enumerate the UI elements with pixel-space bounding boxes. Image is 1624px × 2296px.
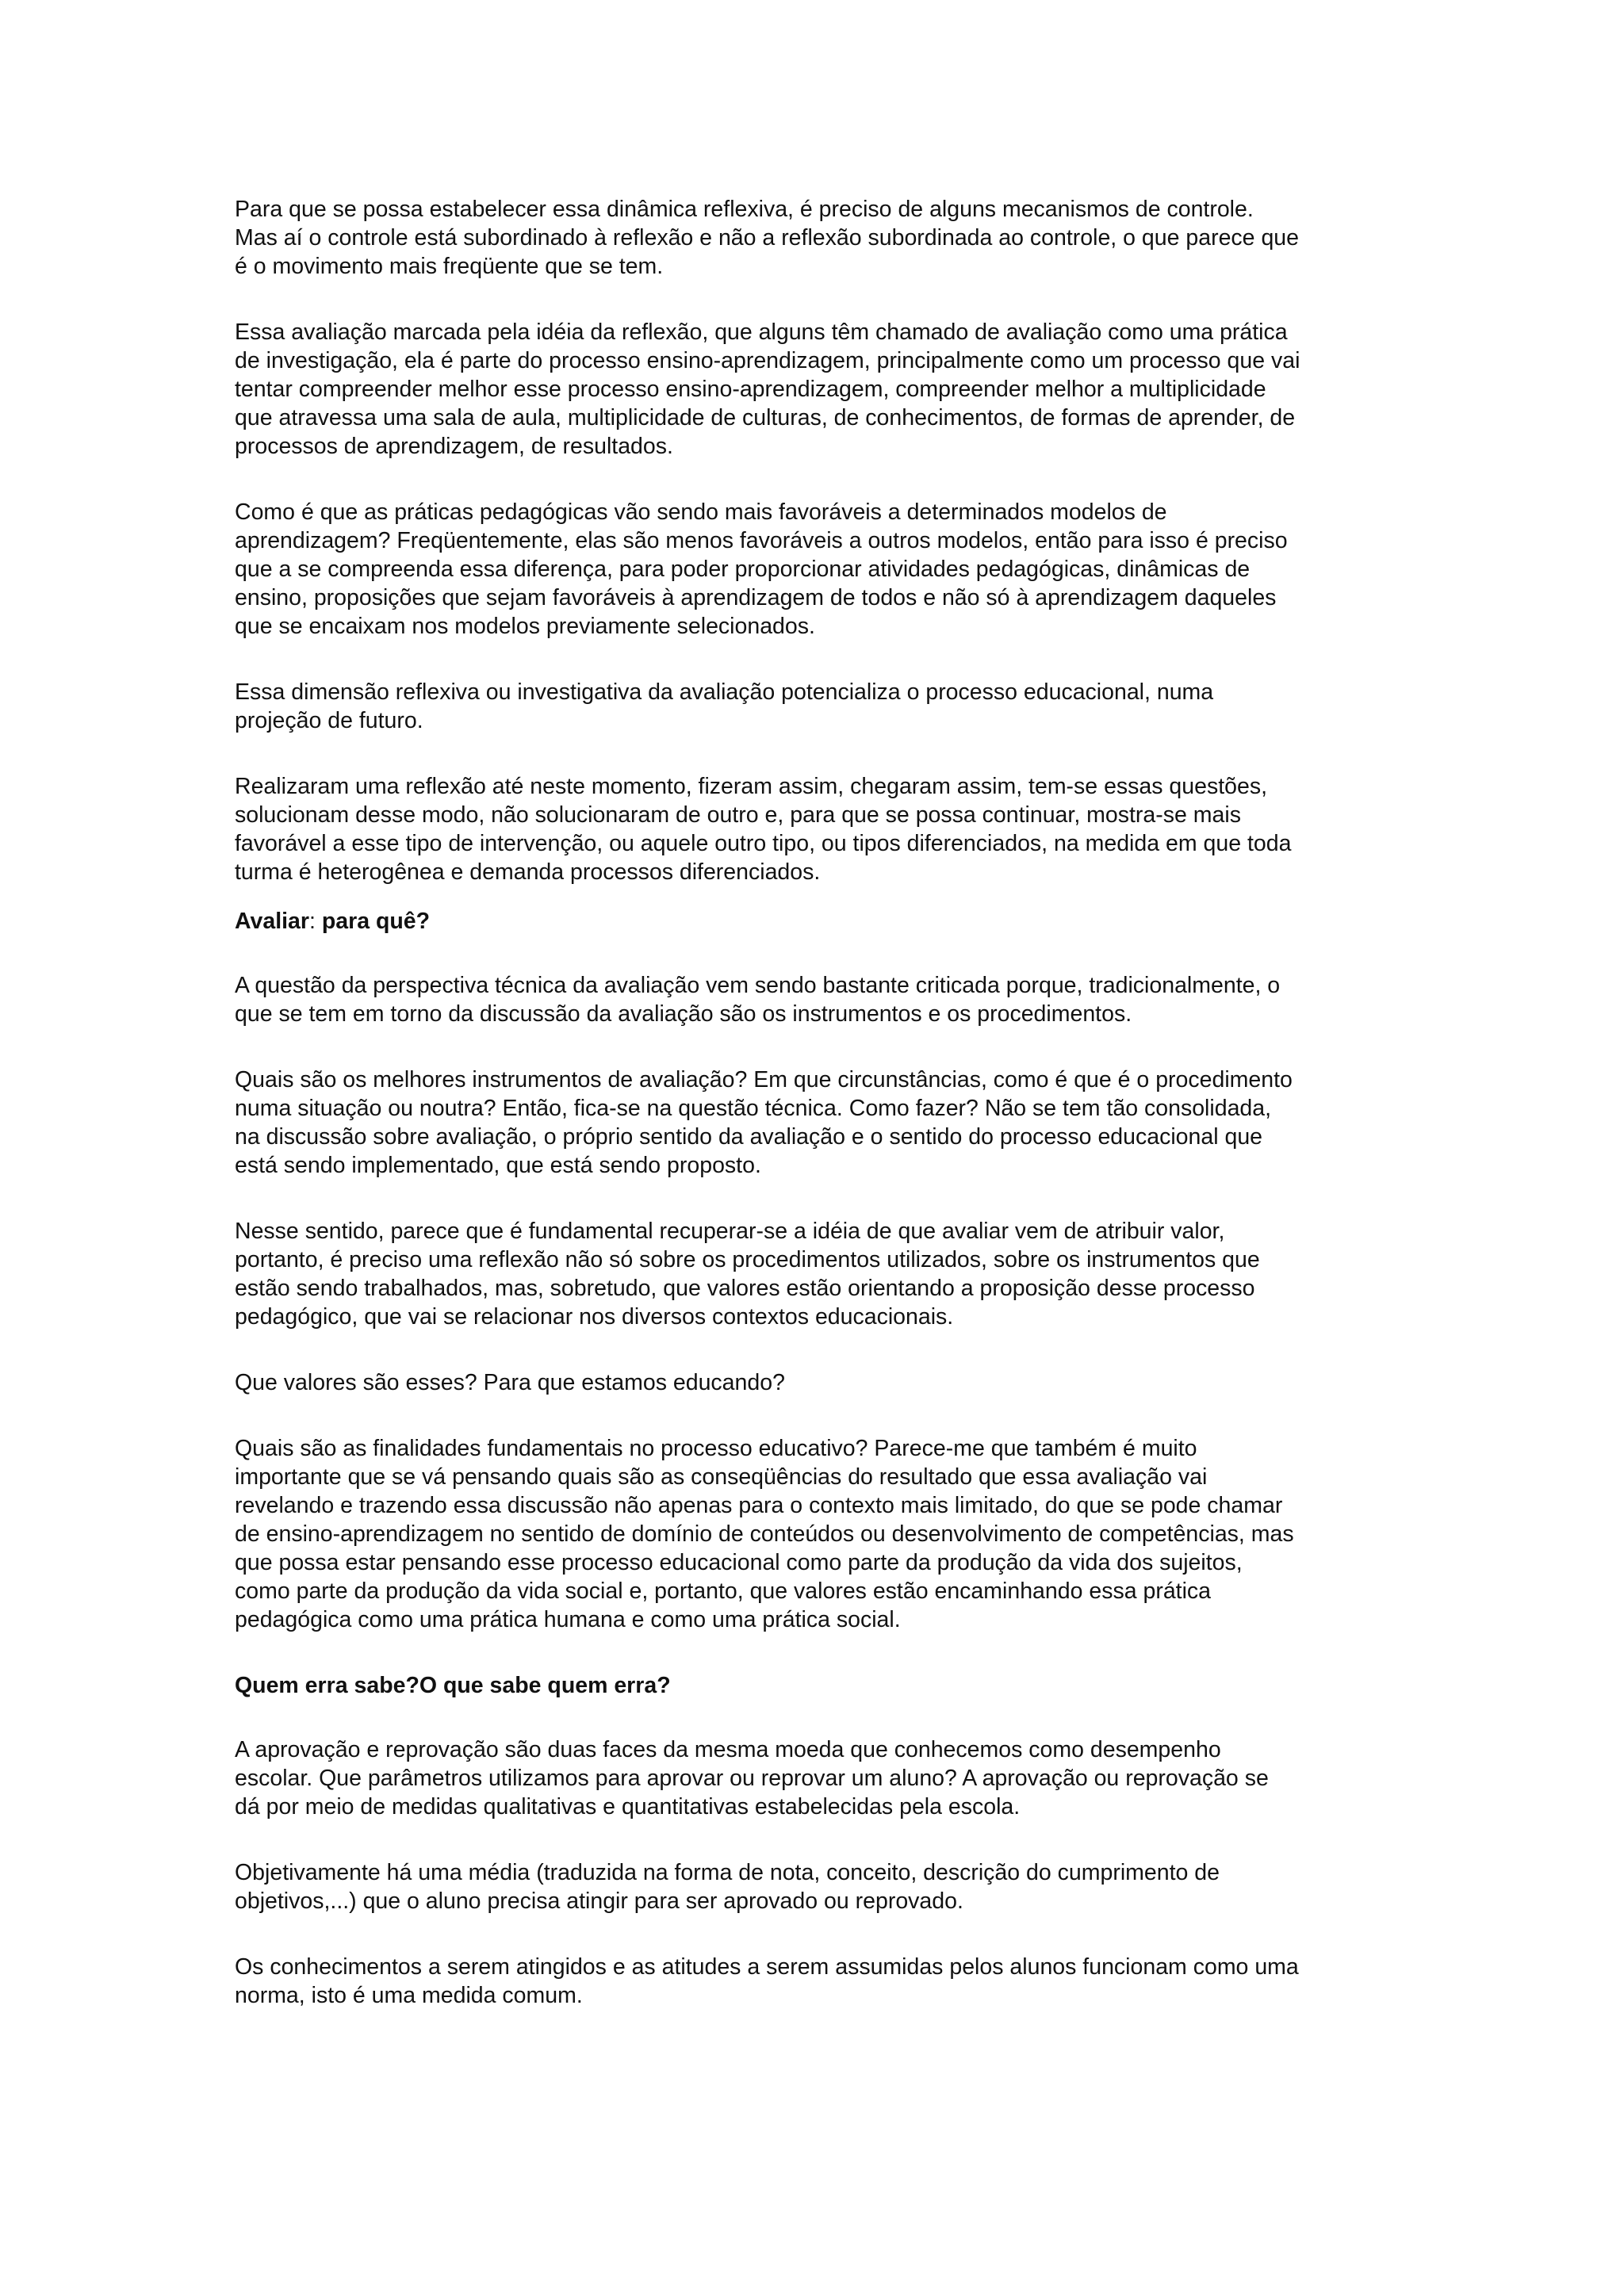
paragraph: A aprovação e reprovação são duas faces da mesma moeda que conhecemos como desempenho escolar. Que parâmetros utilizamos para aprovar ou reprovar um aluno? A aprovação ou reprovação se dá por meio de medidas qualitativas e quantitativas estabelecidas pela escola. xyxy=(235,1737,1269,1820)
paragraph: Essa dimensão reflexiva ou investigativa da avaliação potencializa o processo educacional, numa projeção de futuro. xyxy=(235,679,1214,733)
paragraph: Quais são as finalidades fundamentais no processo educativo? Parece-me que também é muito importante que se vá pensando quais são as conseqüências do resultado que essa avaliação vai revelando e trazendo essa discussão não apenas para o contexto mais limitado, do que se pode chamar de ensino-aprendizagem no sentido de domínio de conteúdos ou desenvolvimento de competências, mas que possa estar pensando esse processo educacional como parte da produção da vida dos sujeitos, como parte da produção da vida social e, portanto, que valores estão encaminhando essa prática pedagógica como uma prática humana e como uma prática social. xyxy=(235,1436,1294,1632)
section-heading-quem-erra: Quem erra sabe?O que sabe quem erra? xyxy=(235,1673,671,1698)
paragraph: Para que se possa estabelecer essa dinâmica reflexiva, é preciso de alguns mecanismos de controle. Mas aí o controle está subordinado à reflexão e não a reflexão subordinada ao controle, o que parece que é o movimento mais freqüente que se tem. xyxy=(235,197,1299,279)
paragraph: A questão da perspectiva técnica da avaliação vem sendo bastante criticada porque, tradicionalmente, o que se tem em torno da discussão da avaliação são os instrumentos e os procedimentos. xyxy=(235,973,1281,1027)
heading-part: Avaliar xyxy=(235,909,310,934)
paragraph: Como é que as práticas pedagógicas vão sendo mais favoráveis a determinados modelos de aprendizagem? Freqüentemente, elas são menos favoráveis a outros modelos, então para isso é preciso que a se compreenda essa diferença, para poder proporcionar atividades pedagógicas, dinâmicas de ensino, proposições que sejam favoráveis à aprendizagem de todos e não só à aprendizagem daqueles que se encaixam nos modelos previamente selecionados. xyxy=(235,499,1288,639)
paragraph: Essa avaliação marcada pela idéia da reflexão, que alguns têm chamado de avaliação como uma prática de investigação, ela é parte do processo ensino-aprendizagem, principalmente como um processo que vai tentar compreender melhor esse processo ensino-aprendizagem, compreender melhor a multiplicidade que atravessa uma sala de aula, multiplicidade de culturas, de conhecimentos, de formas de aprender, de processos de aprendizagem, de resultados. xyxy=(235,320,1300,459)
document-page xyxy=(235,195,1400,2047)
paragraph: Realizaram uma reflexão até neste momento, fizeram assim, chegaram assim, tem-se essas questões, solucionam desse modo, não solucionaram de outro e, para que se possa continuar, mostra-se mais favorável a esse tipo de intervenção, ou aquele outro tipo, ou tipos diferenciados, na medida em que toda turma é heterogênea e demanda processos diferenciados. xyxy=(235,774,1292,885)
paragraph: Que valores são esses? Para que estamos educando? xyxy=(235,1370,785,1395)
section-heading-avaliar xyxy=(235,907,1400,936)
paragraph: Os conhecimentos a serem atingidos e as atitudes a serem assumidas pelos alunos funcionam como uma norma, isto é uma medida comum. xyxy=(235,1954,1299,2008)
heading-separator: : xyxy=(309,909,322,934)
paragraph: Objetivamente há uma média (traduzida na forma de nota, conceito, descrição do cumprimento de objetivos,...) que o aluno precisa atingir para ser aprovado ou reprovado. xyxy=(235,1860,1220,1914)
paragraph: Nesse sentido, parece que é fundamental recuperar-se a idéia de que avaliar vem de atribuir valor, portanto, é preciso uma reflexão não só sobre os procedimentos utilizados, sobre os instrumentos que estão sendo trabalhados, mas, sobretudo, que valores estão orientando a proposição desse processo pedagógico, que vai se relacionar nos diversos contextos educacionais. xyxy=(235,1219,1260,1330)
heading-part: para quê? xyxy=(321,909,431,934)
paragraph: Quais são os melhores instrumentos de avaliação? Em que circunstâncias, como é que é o procedimento numa situação ou noutra? Então, fica-se na questão técnica. Como fazer? Não se tem tão consolidada, na discussão sobre avaliação, o próprio sentido da avaliação e o sentido do processo educacional que está sendo implementado, que está sendo proposto. xyxy=(235,1067,1293,1178)
